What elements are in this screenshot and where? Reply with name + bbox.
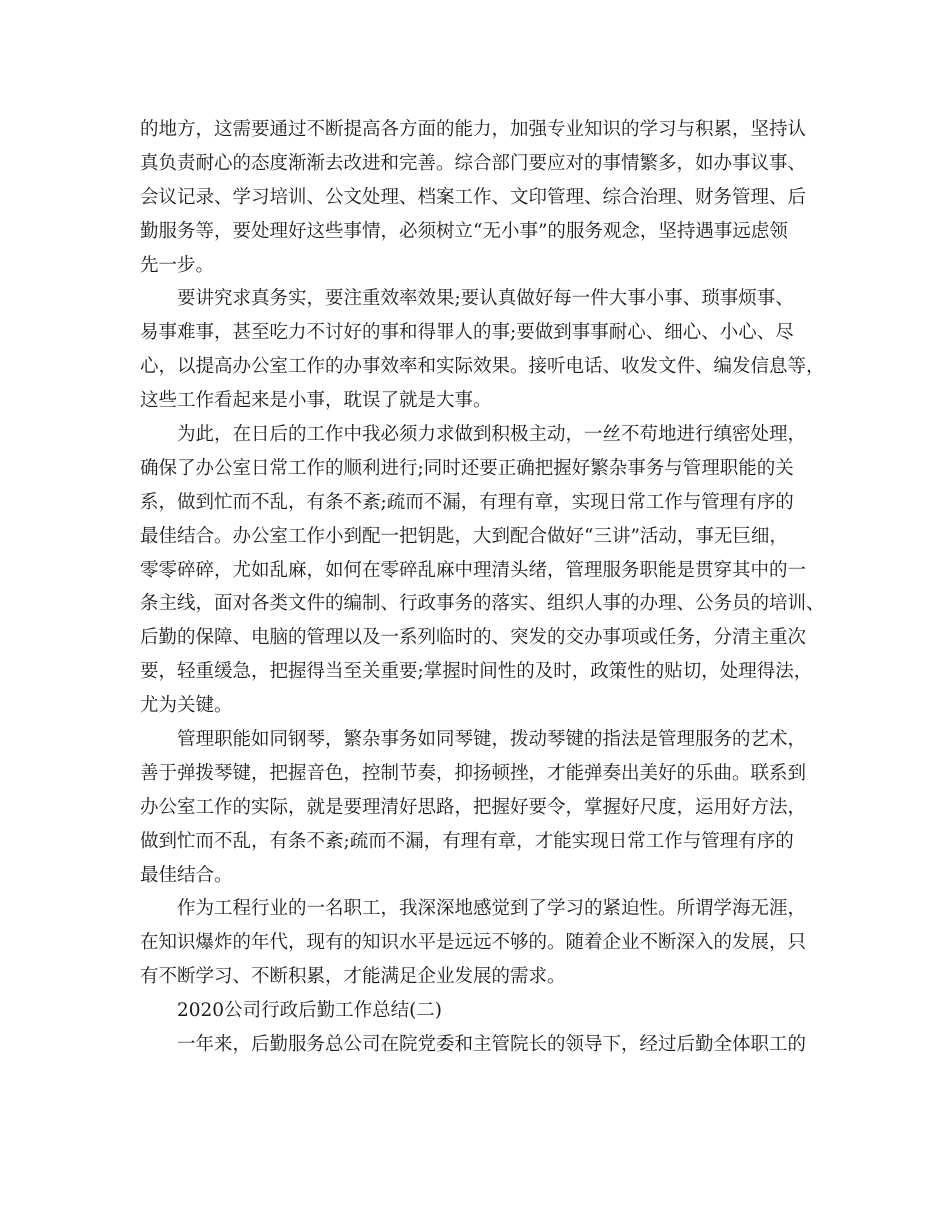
- document-body: [140, 113, 830, 1062]
- text-line: 易事难事，甚至吃力不讨好的事和得罪人的事;要做到事事耐心、细心、小心、尽: [140, 322, 794, 344]
- text-line: 这些工作看起来是小事，耽误了就是大事。: [140, 390, 492, 412]
- text-line: 先一步。: [140, 254, 215, 276]
- paragraph-start-line: 作为工程行业的一名职工，我深深地感觉到了学习的紧迫性。所谓学海无涯，: [177, 898, 807, 920]
- text-line: 做到忙而不乱，有条不紊;疏而不漏，有理有章，才能实现日常工作与管理有序的: [140, 830, 794, 852]
- text-line: 的地方，这需要通过不断提高各方面的能力，加强专业知识的学习与积累，坚持认: [140, 119, 807, 140]
- text-line: 有不断学习、不断积累，才能满足企业发展的需求。: [140, 966, 566, 988]
- text-line: 要，轻重缓急，把握得当至关重要;掌握时间性的及时，政策性的贴切，处理得法，: [140, 661, 813, 683]
- text-line: 在知识爆炸的年代，现有的知识水平是远远不够的。随着企业不断深入的发展，只: [140, 932, 807, 954]
- text-line: 后勤的保障、电脑的管理以及一系列临时的、突发的交办事项或任务，分清主重次: [140, 627, 807, 649]
- text-line: 系，做到忙而不乱，有条不紊;疏而不漏，有理有章，实现日常工作与管理有序的: [140, 491, 794, 513]
- text-line: 会议记录、学习培训、公文处理、档案工作、文印管理、综合治理、财务管理、后: [140, 186, 807, 208]
- text-line: 零零碎碎，尤如乱麻，如何在零碎乱麻中理清头绪，管理服务职能是贯穿其中的一: [140, 559, 807, 581]
- text-line: 最佳结合。办公室工作小到配一把钥匙，大到配合做好“三讲”活动，事无巨细，: [140, 525, 788, 547]
- paragraph-start-line: 一年来，后勤服务总公司在院党委和主管院长的领导下，经过后勤全体职工的: [177, 1034, 807, 1056]
- text-line: 善于弹拨琴键，把握音色，控制节奏，抑扬顿挫，才能弹奏出美好的乐曲。联系到: [140, 762, 807, 784]
- text-line: 最佳结合。: [140, 864, 233, 886]
- paragraph-start-line: 管理职能如同钢琴，繁杂事务如同琴键，拨动琴键的指法是管理服务的艺术，: [177, 729, 807, 751]
- text-line: 办公室工作的实际，就是要理清好思路，把握好要令，掌握好尺度，运用好方法，: [140, 796, 807, 818]
- text-line: 确保了办公室日常工作的顺利进行;同时还要正确把握好繁杂事务与管理职能的关: [140, 457, 794, 479]
- section-heading: 2020公司行政后勤工作总结(二): [177, 1000, 443, 1022]
- text-line: 心，以提高办公室工作的办事效率和实际效果。接听电话、收发文件、编发信息等，: [140, 356, 825, 378]
- paragraph-start-line: 为此，在日后的工作中我必须力求做到积极主动，一丝不苟地进行缜密处理，: [177, 424, 807, 446]
- text-line: 尤为关键。: [140, 695, 233, 717]
- text-line: 勤服务等，要处理好这些事情，必须树立“无小事”的服务观念，坚持遇事远虑领: [140, 220, 788, 242]
- paragraph-start-line: 要讲究求真务实，要注重效率效果;要认真做好每一件大事小事、琐事烦事、: [177, 288, 794, 310]
- text-line: 条主线，面对各类文件的编制、行政事务的落实、组织人事的办理、公务员的培训、: [140, 593, 825, 615]
- text-line: 真负责耐心的态度渐渐去改进和完善。综合部门要应对的事情繁多，如办事议事、: [140, 152, 807, 174]
